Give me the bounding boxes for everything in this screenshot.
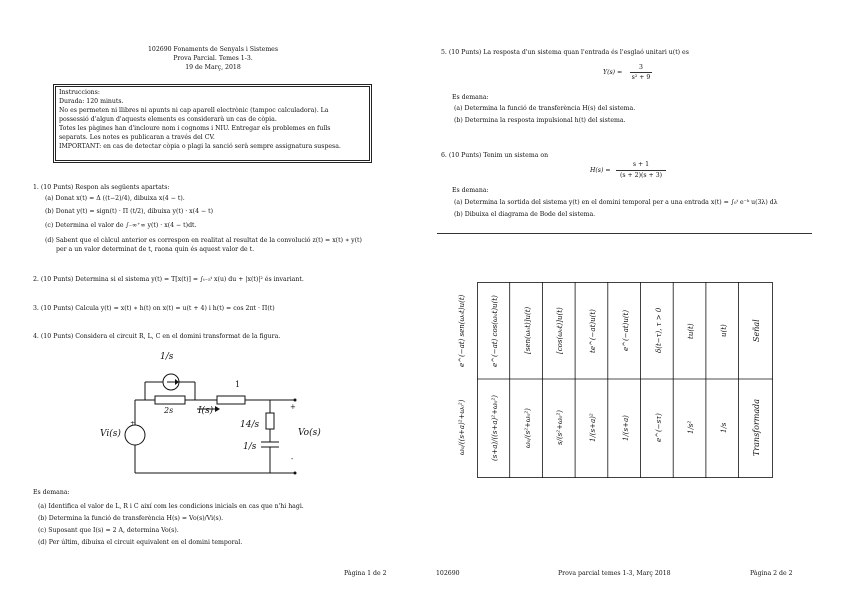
q6-item-a: (a) Determina la sortida del sistema y(t) en el domini temporal per a una entrada x(t) = ∫₀ᵗ e⁻ᵏ u(3λ) dλ <box>454 199 778 206</box>
q1-item-b: (b) Donat y(t) = sign(t) · Π (t/2), dibuixa y(t) · x(4 − t) <box>45 208 214 215</box>
table-cell-transform: 1/(s+a)² <box>589 413 598 442</box>
vo-minus-sign: - <box>291 455 294 463</box>
instructions-line: Durada: 120 minuts. <box>59 98 124 105</box>
q4-item-b: (b) Determina la funció de transferència H(s) = Vo(s)/Vi(s). <box>38 515 224 522</box>
q5-eq-lhs: Y(s) = <box>603 69 623 76</box>
q1-item-a: (a) Donat x(t) = Δ ((t−2)/4), dibuixa x(4 − t). <box>45 195 185 202</box>
table-cell-transform: 1/(s+a) <box>621 414 630 441</box>
instructions-line: Totes les pàgines han d'incloure nom i cognoms i NIU. Entregar els problemes en fulls <box>59 125 331 132</box>
instructions-line: Instruccions: <box>59 89 100 96</box>
q5-eq-den: s² + 9 <box>631 74 651 81</box>
q1-title: 1. (10 Punts) Respon als següents apartats: <box>33 184 170 191</box>
header-line-1: 102690 Fonaments de Senyals i Sistemes <box>147 46 279 53</box>
table-cell-signal: te^(−at)u(t) <box>589 308 598 353</box>
q4-title: 4. (10 Punts) Considera el circuit R, L, C en el domini transformat de la figura. <box>33 333 281 340</box>
table-cell-transform: e^(−sτ) <box>654 413 663 442</box>
circuit-label-1: 1 <box>235 380 241 389</box>
q5-eq-num: 3 <box>639 64 643 71</box>
page2-footer-left: 102690 <box>436 570 460 577</box>
page2-footer-center: Prova parcial temes 1-3, Març 2018 <box>558 570 671 577</box>
instructions-line: possessió d'algun d'aquests elements es considerarà un cas de còpia. <box>59 116 277 123</box>
q4-item-c: (c) Suposant que I(s) = 2 A, determina Vo(s). <box>38 527 179 534</box>
circuit-label-vo: Vo(s) <box>298 428 321 438</box>
q3-text: 3. (10 Punts) Calcula y(t) = x(t) ∗ h(t) on x(t) = u(t + 4) i h(t) = cos 2πt · Π(t) <box>33 305 275 312</box>
circuit-label-vi: Vi(s) <box>100 429 121 439</box>
instructions-line: No es permeten ni llibres ni apunts ni cap aparell electrònic (tampoc calculadora). La <box>59 107 329 114</box>
q6-item-b: (b) Dibuixa el diagrama de Bode del sistema. <box>454 211 596 218</box>
q5-fraction-bar <box>630 72 652 73</box>
table-cell-signal: u(t) <box>719 324 728 337</box>
q6-asks: Es demana: <box>452 187 489 194</box>
vo-plus-sign: + <box>290 403 296 411</box>
table-header-transform: Transformada <box>752 398 762 456</box>
q1-item-c: (c) Determina el valor de ∫₋∞⁺∞ y(t) · x(4 − t)dt. <box>45 222 197 229</box>
circuit-label-14s: 14/s <box>240 420 260 430</box>
page2-footer-right: Pàgina 2 de 2 <box>750 570 793 577</box>
q4-asks: Es demana: <box>33 489 70 496</box>
circuit-label-c1s: 1/s <box>243 442 257 452</box>
table-cell-transform: ω₀/((s+a)²+ω₀²) <box>458 399 467 455</box>
header-line-2: Prova Parcial. Temes 1-3. <box>173 55 253 62</box>
q5-item-b: (b) Determina la resposta impulsional h(t) del sistema. <box>454 117 626 124</box>
q4-item-a: (a) Identifica el valor de L, R i C així com les condicions inicials en cas que n'hi hagi. <box>38 503 304 510</box>
table-cell-transform: (s+a)/((s+a)²+ω₀²) <box>491 394 500 461</box>
circuit-label-is: I(s) <box>198 406 214 416</box>
circuit-label-2s: 2s <box>164 406 174 415</box>
q1-item-d-cont: per a un valor determinat de t, raona quin és aquest valor de t. <box>56 246 255 253</box>
instructions-line: separats. Les notes es publicaran a través del CV. <box>59 134 215 141</box>
table-cell-transform: 1/s <box>719 422 728 433</box>
table-cell-signal: tu(t) <box>687 322 696 339</box>
vi-plus-sign: + <box>130 420 136 427</box>
table-cell-signal: [cos(ω₀t)]u(t) <box>556 307 565 354</box>
table-cell-signal: e^(−at) sen(ω₀t)u(t) <box>458 294 467 367</box>
table-cell-signal: e^(−at) cos(ω₀t)u(t) <box>491 294 500 367</box>
table-cell-signal: e^(−at)u(t) <box>621 309 630 351</box>
q6-title: 6. (10 Punts) Tenim un sistema on <box>441 152 549 159</box>
q1-item-d: (d) Sabent que el càlcul anterior es correspon en realitat al resultat de la convolució z(t) = x(t) ∗ y(t) <box>45 237 362 244</box>
table-header-signal: Señal <box>752 319 762 342</box>
q6-eq-num: s + 1 <box>632 161 650 168</box>
page1-footer: Pàgina 1 de 2 <box>344 570 387 577</box>
q5-asks: Es demana: <box>452 94 489 101</box>
table-cell-signal: δ(t−τ), τ > 0 <box>654 307 663 353</box>
q2-text: 2. (10 Punts) Determina si el sistema y(t) = T[x(t)] = ∫ₜ₋₅ᵗ x(u) du + |x(t)|² és invariant. <box>33 276 304 283</box>
q5-title: 5. (10 Punts) La resposta d'un sistema quan l'entrada és l'esglaó unitari u(t) es <box>441 49 689 56</box>
q6-eq-den: (s + 2)(s + 3) <box>619 172 663 179</box>
q6-fraction-bar <box>616 170 666 171</box>
q5-item-a: (a) Determina la funció de transferència H(s) del sistema. <box>454 105 636 112</box>
table-cell-transform: s/(s²+ω₀²) <box>556 410 565 445</box>
instructions-box <box>55 86 370 161</box>
q4-item-d: (d) Per últim, dibuixa el circuit equivalent en el domini temporal. <box>38 539 243 546</box>
table-cell-transform: ω₀/(s²+ω₀²) <box>523 407 532 448</box>
table-cell-transform: 1/s² <box>687 420 696 434</box>
section-divider <box>437 233 812 234</box>
table-cell-signal: [sen(ω₀t)]u(t) <box>523 306 532 354</box>
q6-eq-lhs: H(s) = <box>590 167 611 174</box>
circuit-label-top-1s: 1/s <box>160 352 174 362</box>
instructions-line: IMPORTANT: en cas de detectar còpia o plagi la sanció serà sempre assignatura suspesa. <box>59 143 341 150</box>
header-line-3: 19 de Març, 2018 <box>185 64 241 71</box>
